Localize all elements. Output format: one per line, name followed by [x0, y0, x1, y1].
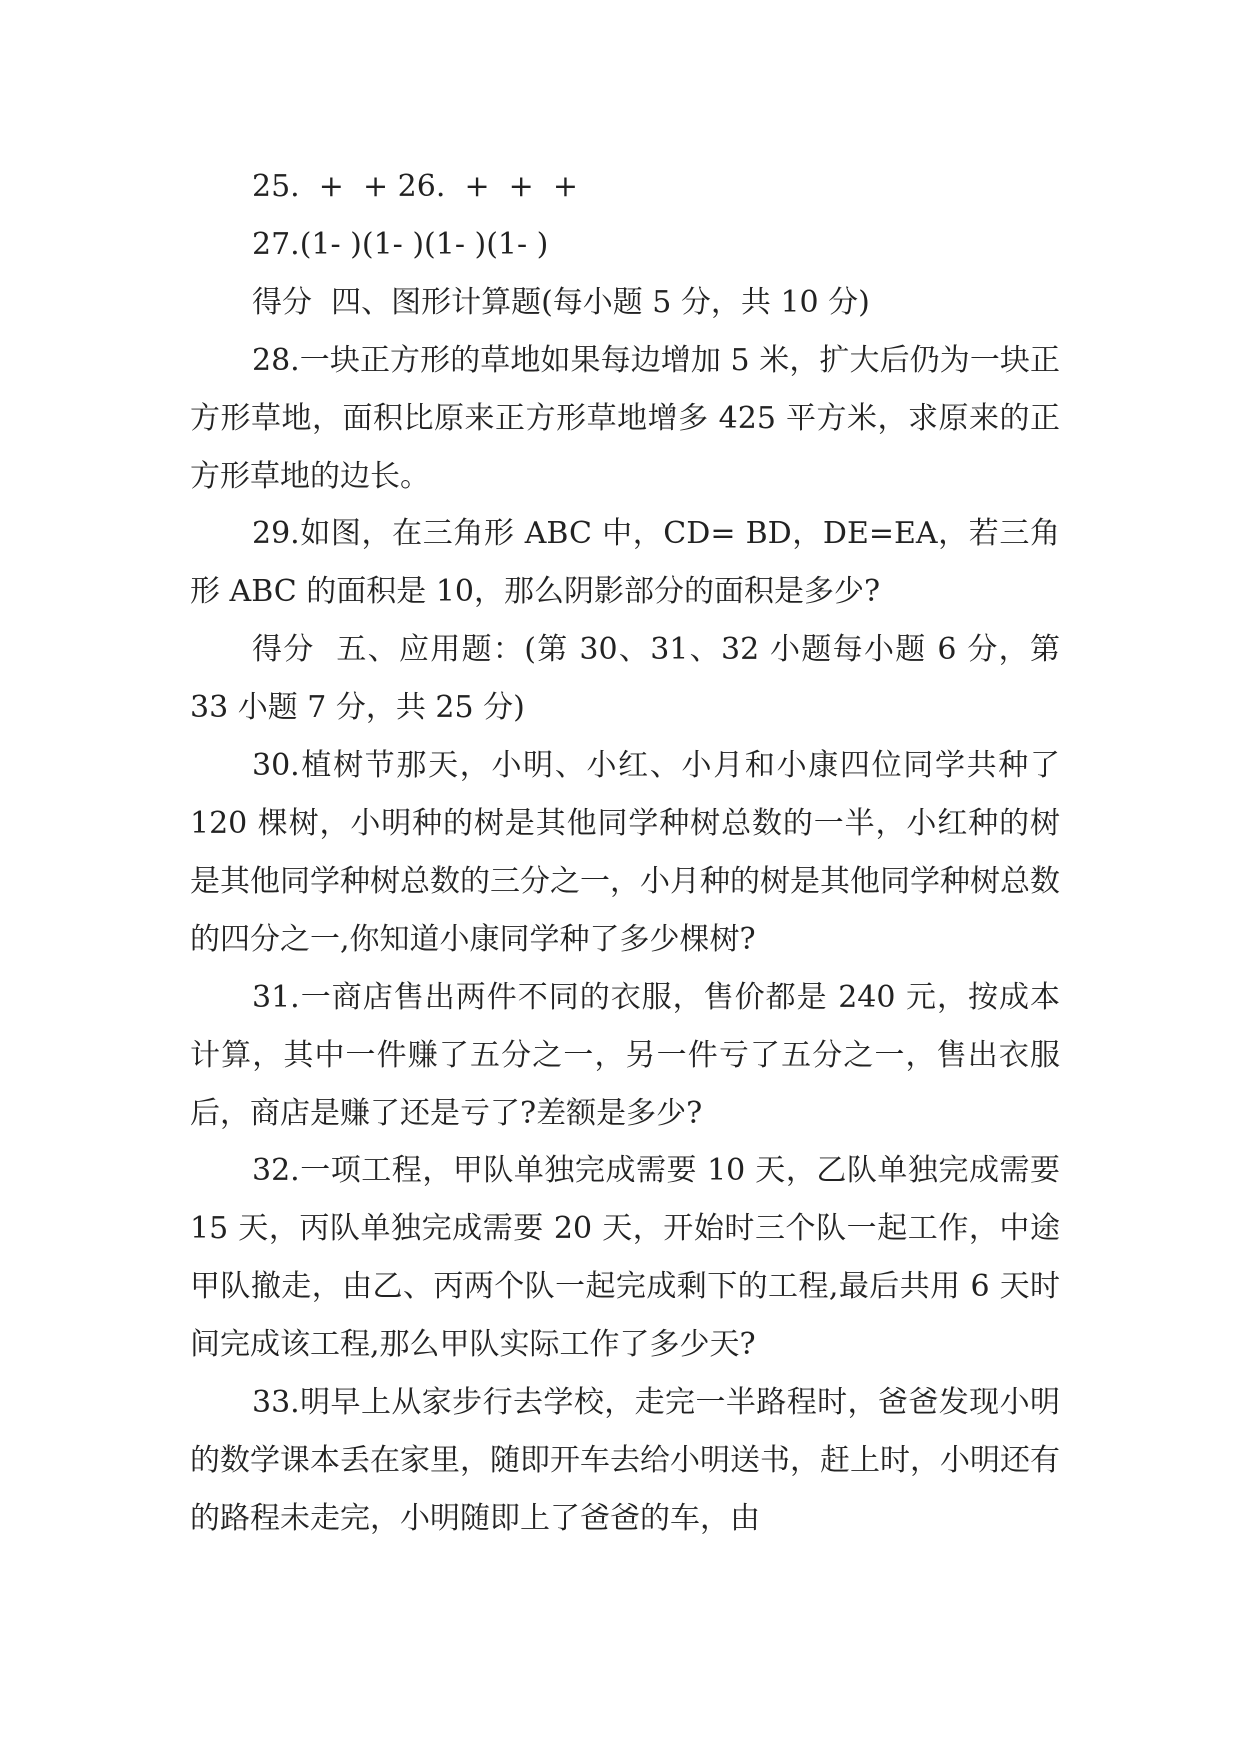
question-28: 28.一块正方形的草地如果每边增加 5 米，扩大后仍为一块正方形草地，面积比原来正方形草地增多 425 平方米，求原来的正方形草地的边长。	[190, 342, 1060, 494]
question-30: 30.植树节那天，小明、小红、小月和小康四位同学共种了 120 棵树，小明种的树是其他同学种树总数的一半，小红种的树是其他同学种树总数的三分之一，小月种的树是其他同学种树总数的四分之一,你知道小康同学种了多少棵树?	[190, 748, 1070, 957]
answer-line-25-26: 25. + + 26. + + +	[252, 169, 588, 204]
question-32: 32.一项工程，甲队单独完成需要 10 天，乙队单独完成需要 15 天，丙队单独完成需要 20 天，开始时三个队一起工作，中途甲队撤走，由乙、丙两个队一起完成剩下的工程,最后共用 6 天时间完成该工程,那么甲队实际工作了多少天?	[190, 1153, 1070, 1363]
answer-line-27: 27.(1- )(1- )(1- )(1- )	[252, 226, 549, 262]
section-heading-applications: 得分 五、应用题：(第 30、31、32 小题每小题 6 分，第 33 小题 7 分，共 25 分)	[190, 632, 1070, 726]
document-body	[190, 158, 1080, 1548]
question-29: 29.如图，在三角形 ABC 中，CD= BD，DE=EA，若三角形 ABC 的面积是 10，那么阴影部分的面积是多少?	[190, 516, 1060, 610]
question-33: 33.明早上从家步行去学校，走完一半路程时，爸爸发现小明的数学课本丢在家里，随即开车去给小明送书，赶上时，小明还有 的路程未走完，小明随即上了爸爸的车，由	[190, 1385, 1080, 1536]
question-31: 31.一商店售出两件不同的衣服，售价都是 240 元，按成本计算，其中一件赚了五分之一，另一件亏了五分之一，售出衣服后，商店是赚了还是亏了?差额是多少?	[190, 979, 1060, 1131]
section-heading-geometry: 得分 四、图形计算题(每小题 5 分，共 10 分)	[252, 284, 870, 320]
